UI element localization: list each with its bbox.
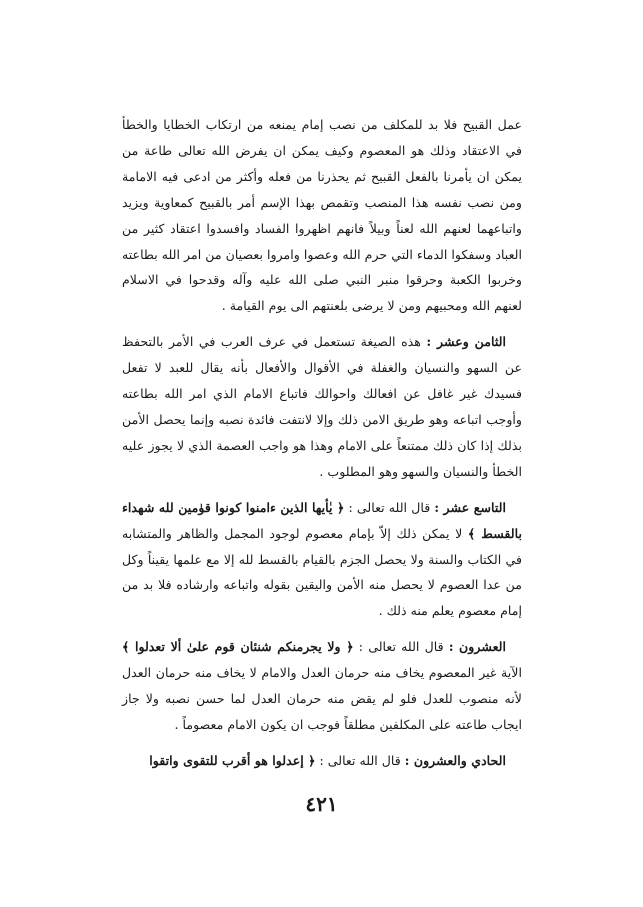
paragraph-28 <box>122 329 522 484</box>
paragraph-text: لا يمكن ذلك إلاّ بإمام معصوم لوجود المجمل والظاهر والمتشابه في الكتاب والسنة ولا يحصل الجزم بالقيام بالقسط لله إلا مع علمها يقيناً وكل من عدا العصوم لا يحصل منه الأمن واليقين بقوله واتباعه وارشاده فلا بد من إمام معصوم يعلم منه ذلك . <box>122 525 522 619</box>
paragraph-20 <box>122 634 522 738</box>
paragraph-intro: قال الله تعالى : <box>344 499 435 515</box>
page-number: ٤٢١ <box>305 792 338 816</box>
quran-quote: ﴿ إعدلوا هو أقرب للتقوى واتقوا <box>149 752 316 768</box>
paragraph-heading: التاسع عشر : <box>434 499 506 515</box>
paragraph-21 <box>122 748 522 774</box>
paragraph-intro: قال الله تعالى : <box>315 752 405 768</box>
paragraph-intro: قال الله تعالى : <box>353 639 449 655</box>
paragraph-text: الآية غير المعصوم يخاف منه حرمان العدل والامام لا يخاف منه حرمان العدل لأنه منصوب للعدل فلو لم يقض منه حرمان العدل لما حسن نصبه ولا جاز ايجاب طاعته على المكلفين مطلقاً فوجب ان يكون الامام معصوماً . <box>122 665 522 732</box>
quran-quote: ﴿ يٰأيها الذين ءامنوا كونوا قوٰمين لله شهداء بالقسط ﴾ <box>122 499 522 541</box>
paragraph-text: عمل القبيح فلا بد للمكلف من نصب إمام يمنعه من ارتكاب الخطايا والخطأ في الاعتقاد وذلك هو المعصوم وكيف يمكن ان يفرض الله تعالى طاعة من يمكن ان يأمرنا بالفعل القبيح ثم يحذرنا من فعله وأكثر من ادعى فيه الامامة ومن نصب نفسه هذا المنصب وتقمص بهذا الإسم أمر بالقبيح كمعاوية ويزيد واتباعهما لعنهم الله لعناً وبيلاً فانهم اظهروا الفساد وافسدوا اعتقاد كثير من العباد وسفكوا الدماء التي حرم الله وعصوا وامروا بعصيان من امر الله بطاعته وخربوا الكعبة وحرقوا منبر النبي صلى الله عليه وآله وقدحوا في الاسلام لعنهم الله ومحبيهم ومن لا يرضى بلعنتهم الى يوم القيامة . <box>122 117 522 314</box>
paragraph-continuation <box>122 112 522 319</box>
body-text <box>122 112 522 784</box>
quran-quote: ﴿ ولا يجرمنكم شنئان قوم علىٰ ألا تعدلوا ﴾ <box>122 639 354 655</box>
paragraph-heading: العشرون : <box>448 639 506 655</box>
paragraph-heading: الحادي والعشرون : <box>404 752 506 768</box>
paragraph-19 <box>122 495 522 625</box>
paragraph-heading: الثامن وعشر : <box>426 334 506 350</box>
paragraph-text: هذه الصيغة تستعمل في عرف العرب في الأمر بالتحفظ عن السهو والنسيان والغفلة في الأقوال والأفعال بأنه يقال للعبد لا تفعل فسيدك غير غافل عن افعالك واحوالك فاتباع الامام الذي امر الله بطاعته وأوجب اتباعه وهو طريق الامن ذلك وإلا لانتفت فائدة نصبه وإنما يحصل الأمن بذلك إذا كان ذلك ممتنعاً على الامام وهذا هو واجب العصمة الذي لا يجوز عليه الخطأ والنسيان والسهو وهو المطلوب . <box>122 334 522 479</box>
